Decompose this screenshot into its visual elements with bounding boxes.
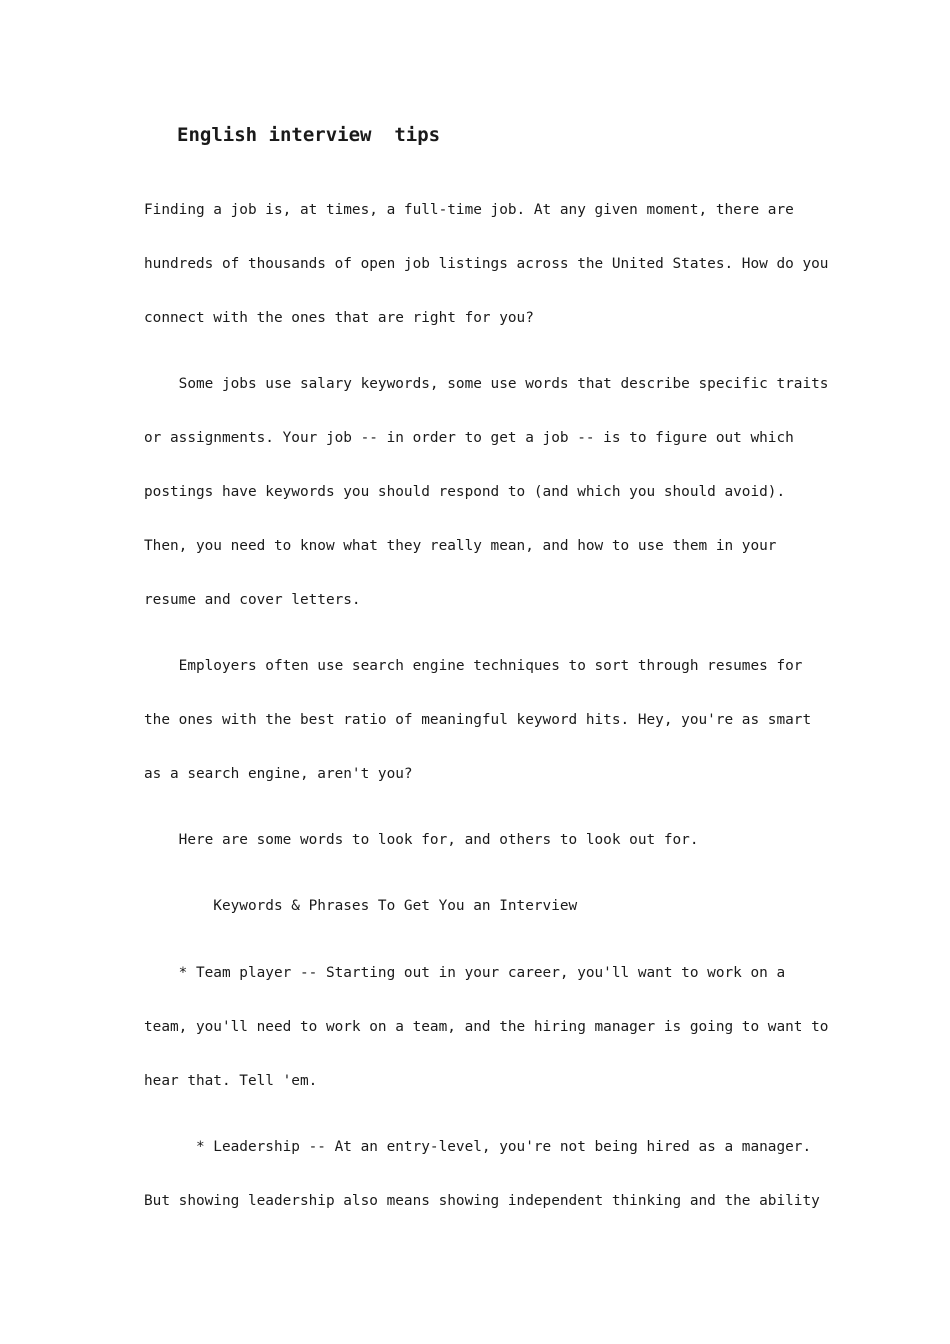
paragraph-line: postings have keywords you should respond to (and which you should avoid). xyxy=(144,484,786,500)
paragraph-line: hear that. Tell 'em. xyxy=(144,1073,318,1089)
paragraph-line: * Team player -- Starting out in your career, you'll want to work on a xyxy=(144,965,786,981)
document-title: English interview tips xyxy=(177,124,441,146)
section-heading: Keywords & Phrases To Get You an Interview xyxy=(144,898,578,914)
paragraph-line: Then, you need to know what they really mean, and how to use them in your xyxy=(144,538,777,554)
paragraph-line: hundreds of thousands of open job listings across the United States. How do you xyxy=(144,256,829,272)
paragraph-line: * Leadership -- At an entry-level, you're not being hired as a manager. xyxy=(144,1139,812,1155)
paragraph-line: Some jobs use salary keywords, some use words that describe specific traits xyxy=(144,376,829,392)
paragraph-line: the ones with the best ratio of meaningful keyword hits. Hey, you're as smart xyxy=(144,712,812,728)
paragraph-line: Finding a job is, at times, a full-time job. At any given moment, there are xyxy=(144,202,794,218)
paragraph-line: or assignments. Your job -- in order to get a job -- is to figure out which xyxy=(144,430,794,446)
paragraph-line: as a search engine, aren't you? xyxy=(144,766,413,782)
paragraph-line: But showing leadership also means showing independent thinking and the ability xyxy=(144,1193,820,1209)
paragraph-line: connect with the ones that are right for you? xyxy=(144,310,534,326)
paragraph-line: team, you'll need to work on a team, and the hiring manager is going to want to xyxy=(144,1019,829,1035)
paragraph-line: Here are some words to look for, and others to look out for. xyxy=(144,832,699,848)
paragraph-line: resume and cover letters. xyxy=(144,592,361,608)
paragraph-line: Employers often use search engine techniques to sort through resumes for xyxy=(144,658,803,674)
